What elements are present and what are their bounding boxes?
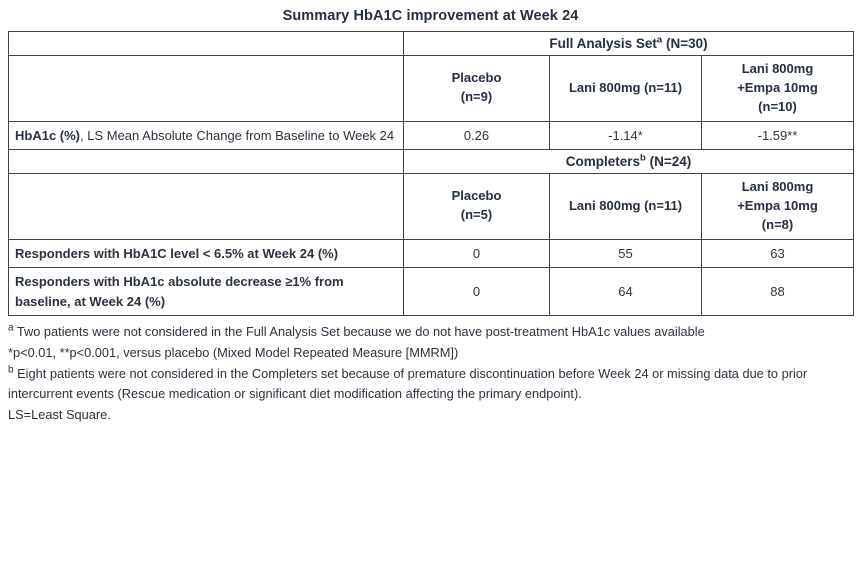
group-header-completers-text: Completers xyxy=(565,154,641,170)
column-header-fas-lani-empa-line1: Lani 800mg xyxy=(741,61,814,76)
group-header-fas-sup: a xyxy=(656,34,663,46)
hba1c-summary-table xyxy=(8,31,854,316)
footnote-a-text: Two patients were not considered in the Full Analysis Set because we do not have post-treatment HbA1c values available xyxy=(13,324,705,340)
group-header-fas-text: Full Analysis Set xyxy=(549,36,657,51)
table-row-column-headers-fas xyxy=(9,56,854,122)
empty-corner-cell-3 xyxy=(9,150,404,174)
table-row-column-headers-completers xyxy=(9,174,854,240)
footnote-pvalues xyxy=(8,343,857,364)
cell-hba1c-lani: -1.14* xyxy=(550,121,702,150)
column-header-completers-placebo-line2: (n=5) xyxy=(460,207,493,223)
column-header-fas-placebo-line1: Placebo xyxy=(451,70,502,86)
column-header-fas-lani-empa xyxy=(702,56,854,122)
group-header-completers-sup: b xyxy=(640,152,646,164)
cell-responders-65-placebo: 0 xyxy=(404,239,550,268)
column-header-completers-lani-empa xyxy=(702,174,854,240)
row-label-hba1c-ls-mean xyxy=(9,121,404,150)
table-row-group-header-fas xyxy=(9,32,854,56)
table-row-responders-65 xyxy=(9,239,854,268)
empty-corner-cell-2 xyxy=(9,56,404,122)
footnote-b-marker: b xyxy=(8,364,14,376)
row-label-responders-65-bold: Responders with HbA1C level < 6.5% at Week 24 (%) xyxy=(15,245,339,261)
empty-corner-cell xyxy=(9,32,404,56)
table-row-responders-decrease xyxy=(9,268,854,316)
cell-responders-decrease-lani-empa: 88 xyxy=(702,268,854,316)
row-label-hba1c-ls-mean-rest: , LS Mean Absolute Change from Baseline to Week 24 xyxy=(80,127,395,143)
row-label-responders-65 xyxy=(9,239,404,268)
footnote-ls xyxy=(8,405,857,426)
table-row-group-header-completers xyxy=(9,150,854,174)
column-header-fas-lani-empa-line2: +Empa 10mg xyxy=(737,79,818,95)
column-header-completers-lani-empa-line2: +Empa 10mg xyxy=(737,197,818,213)
group-header-fas-count: (N=30) xyxy=(662,36,708,51)
cell-responders-65-lani: 55 xyxy=(550,239,702,268)
cell-hba1c-placebo: 0.26 xyxy=(404,121,550,150)
group-header-completers xyxy=(404,150,854,174)
footnote-a-marker: a xyxy=(8,322,14,334)
footnotes xyxy=(8,322,857,426)
cell-hba1c-lani-empa: -1.59** xyxy=(702,121,854,150)
column-header-fas-placebo-line2: (n=9) xyxy=(460,89,493,105)
footnote-pvalues-text: *p<0.01, **p<0.001, versus placebo (Mixed Model Repeated Measure [MMRM]) xyxy=(8,344,459,360)
row-label-hba1c-ls-mean-bold: HbA1c (%) xyxy=(15,127,81,143)
page-title: Summary HbA1C improvement at Week 24 xyxy=(282,8,579,24)
row-label-responders-decrease-bold: Responders with HbA1c absolute decrease ≥1% from baseline, at Week 24 (%) xyxy=(15,274,344,309)
column-header-completers-lani xyxy=(550,174,702,240)
group-header-fas xyxy=(404,32,854,56)
column-header-completers-placebo xyxy=(404,174,550,240)
footnote-ls-text: LS=Least Square. xyxy=(8,406,111,422)
column-header-completers-placebo-line1: Placebo xyxy=(451,188,502,204)
cell-responders-decrease-lani: 64 xyxy=(550,268,702,316)
footnote-b xyxy=(8,364,857,405)
column-header-fas-lani xyxy=(550,56,702,122)
empty-corner-cell-4 xyxy=(9,174,404,240)
footnote-a xyxy=(8,322,857,343)
column-header-fas-lani-empa-line3: (n=10) xyxy=(758,98,797,114)
column-header-completers-lani-empa-line3: (n=8) xyxy=(761,216,794,232)
column-header-fas-lani-line1: Lani 800mg (n=11) xyxy=(568,79,683,95)
cell-responders-decrease-placebo: 0 xyxy=(404,268,550,316)
column-header-completers-lani-line1: Lani 800mg (n=11) xyxy=(568,197,683,213)
cell-responders-65-lani-empa: 63 xyxy=(702,239,854,268)
table-row-hba1c-ls-mean xyxy=(9,121,854,150)
column-header-fas-placebo xyxy=(404,56,550,122)
group-header-completers-count: (N=24) xyxy=(645,154,692,170)
row-label-responders-decrease xyxy=(9,268,404,316)
footnote-b-text: Eight patients were not considered in the Completers set because of premature discontinuation before Week 24 or missing data due to prior intercurrent events (Rescue medication or significant diet modification affecting the primary endpoint). xyxy=(8,365,808,402)
column-header-completers-lani-empa-line1: Lani 800mg xyxy=(741,179,814,195)
